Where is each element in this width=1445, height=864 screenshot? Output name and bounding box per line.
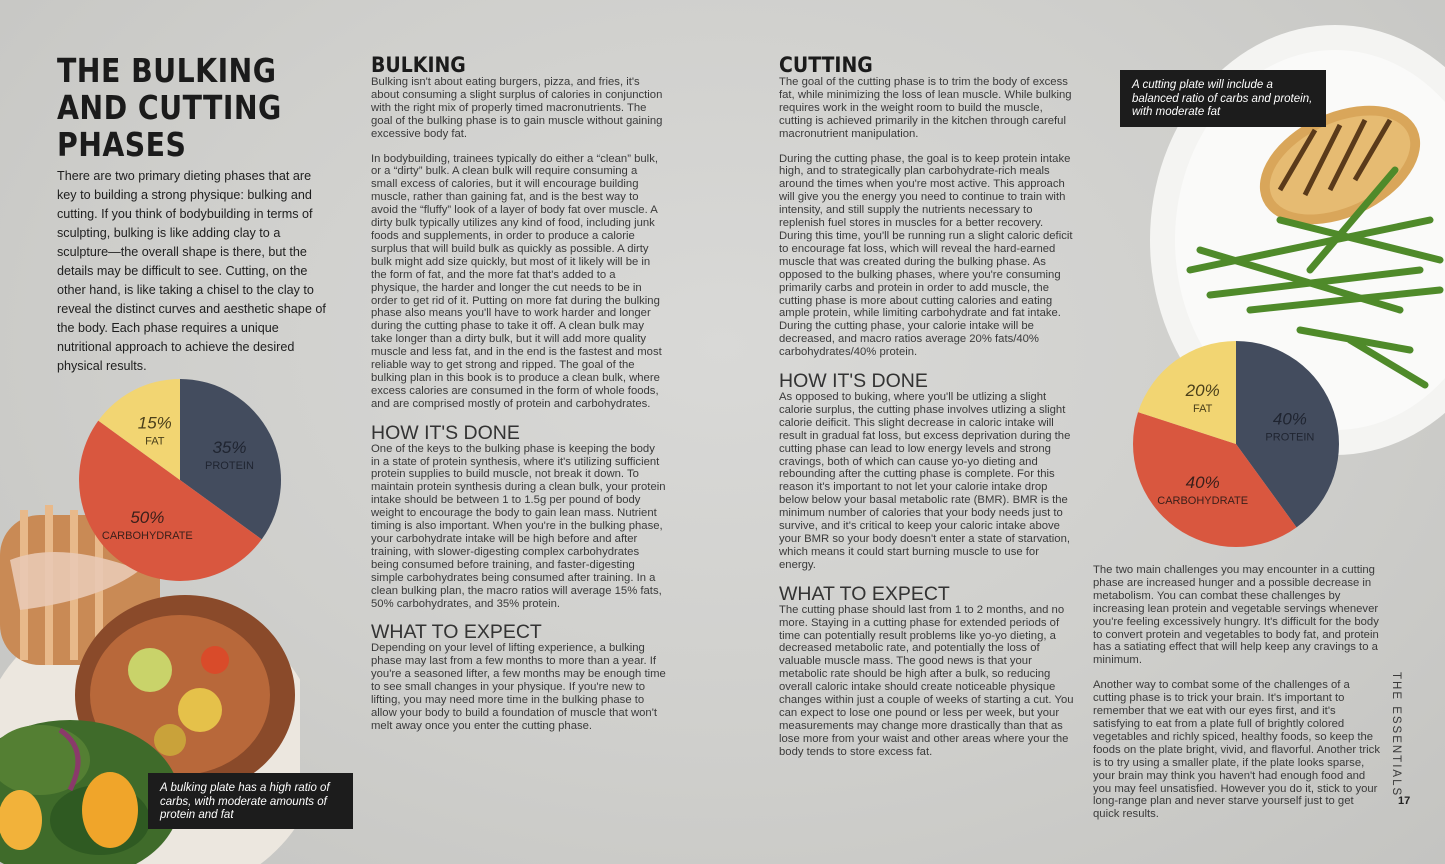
cutting-paragraph-1: The goal of the cutting phase is to trim the body of excess fat, while minimizing the loss of lean muscle. While bulking requires work in the weight room to build the muscle, cutting is achieved primarily in the kitchen through careful macronutrient manipulation. bbox=[779, 76, 1072, 140]
bulking-expect-heading: WHAT TO EXPECT bbox=[371, 621, 542, 644]
page-number: 17 bbox=[1398, 795, 1411, 807]
cutting-paragraph-2: During the cutting phase, the goal is to keep protein intake high, and to strategically plan carbohydrate-rich meals around the times when you're most active. This approach will give you the energy you need to continue to train with intensity, and still supply the nutrients necessary to replenish fuel stores in muscles for a better recovery. During this time, you'll be running run a slight caloric deficit to encourage fat loss, which will reveal the hard-earned muscle that was created during the bulking phase. As opposed to the bulking phases, where you're consuming primarily carbs and protein in order to add muscle, the cutting phase is more about cutting calories and eating ample protein, while limiting carbohydrate and fat intake. During the cutting phase, your calorie intake will be decreased, and macro ratios average 20% fats/40% carbohydrates/40% protein. bbox=[779, 152, 1073, 359]
pie-category-label-fat: FAT bbox=[145, 435, 165, 448]
pie-value-label-fat: 20% bbox=[1185, 381, 1220, 401]
pie-value-label-protein: 40% bbox=[1272, 409, 1307, 429]
bulking-heading: BULKING bbox=[371, 53, 466, 77]
cutting-how-text: As opposed to buking, where you'll be utlizing a slight calorie surplus, the cutting phase involves utlizing a slight calorie deificit. This slight decrease in caloric intake will result in gradual fat loss, but excess deprivation during the cutting phase can lead to low energy levels and strong cravings, both of which can cause yo-yo dieting and rebounding after the cutting phase is complete. For this reason it's important to not let your calorie intake drop below below your basal metabolic rate (BMR). BMR is the minimum number of calories that your body needs just to survive, and it's critical to keep your caloric intake above your BMR so your body doesn't enter a state of starvation, which means it could start burning muscle to use for energy. bbox=[779, 391, 1071, 571]
bulking-how-text: One of the keys to the bulking phase is keeping the body in a state of protein synthesis, where it's utilizing sufficient protein supplies to build muscle, not break it down. To maintain protein synthesis during a clean bulk, your protein intake should be between 1 to 1.5g per pound of body weight to encourage the body to gain lean mass. Nutrient timing is also important. When you're in the bulking phase, your carbohydrate intake will be high before and after training, with slower-digesting complex carbohydrates being consumed before training, and faster-digesting simple carbohydrates being consumed after training. In a clean bulking plan, the macro ratios will average 15% fats, 50% carbohydrates, and 35% protein. bbox=[371, 442, 666, 610]
cutting-how-heading: HOW IT'S DONE bbox=[779, 370, 928, 393]
bulking-paragraph-1: Bulking isn't about eating burgers, pizza, and fries, it's about consuming a slight surplus of calories in conjunction with the right mix of properly timed macronutrients. The goal of the bulking phase is to gain muscle without gaining excessive body fat. bbox=[371, 76, 663, 140]
cutting-expect-heading: WHAT TO EXPECT bbox=[779, 582, 950, 605]
pie-value-label-fat: 15% bbox=[137, 413, 172, 433]
bulking-paragraph-2: In bodybuilding, trainees typically do either a “clean” bulk, or a “dirty” bulk. A clean bulk will require consuming a small excess of calories, but it will encourage building muscle, rather than gaining fat, and is the best way to avoid the “fluffy” look of a layer of body fat over muscle. A dirty bulk typically utilizes any kind of food, including junk foods and supplements, in order to produce a calorie surplus that will build bulk as quickly as possible. A dirty bulk might add size quickly, but most of it likely will be in the form of fat, and the more fat that's added to a physique, the harder and longer the cut needs to be in order to get rid of it. Putting on more fat during the bulking phase also means you'll have to work harder and longer during the cutting phase to take it off. A clean bulk may take longer than a dirty bulk, but it will add more quality muscle and less fat, and in the end is the fastest and most reliable way to get strong and ripped. The goal of the bulking plan in this book is to produce a clean bulk, where excess calories are consumed in the form of whole foods, and are comprised mostly of protein and carbohydrates. bbox=[371, 152, 662, 410]
cutting-expect-text: The cutting phase should last from 1 to 2 months, and no more. Staying in a cutting phase for extended periods of time can potentially result problems like yo-yo dieting, a decreased metabolic rate, and potentially the loss of valuable muscle mass. The good news is that your metabolic rate should be high after a bulk, so reducing overall caloric intake should create noticeable physique changes within just a couple of weeks of starting a cut. You can expect to lose one pound or less per week, but your measurements may change more drastically than that as lose more from your waist and other areas where your the body tends to store excess fat. bbox=[779, 603, 1074, 758]
challenges-paragraph-2: Another way to combat some of the challenges of a cutting phase is to trick your brain. It's important to remember that we eat with our eyes first, and it's satisfying to eat from a plate full of brightly colored vegetables and richly spiced, healthy foods, so keep the foods on the plate bright, vivid, and flavorful. Another trick is to try using a smaller plate, if the plate looks sparse, your brain may think you haven't had enough food and you may feel unsatisfied. However you do it, stick to your long-range plan and never starve yourself just to get quick results. bbox=[1093, 679, 1380, 821]
bulking-how-heading: HOW IT'S DONE bbox=[371, 421, 520, 444]
cutting-heading: CUTTING bbox=[779, 53, 873, 77]
cutting-plate-caption: A cutting plate will include a balanced ratio of carbs and protein, with moderate fat bbox=[1120, 70, 1326, 127]
bulking-expect-text: Depending on your level of lifting experience, a bulking phase may last from a few months to more than a year. If you're a seasoned lifter, a few months may be enough time to see small changes in your physique. If you're new to lifting, you may need more time in the bulking phase to allow your body to build a foundation of muscle that won't melt away once you enter the cutting phase. bbox=[371, 642, 666, 732]
challenges-paragraph-1: The two main challenges you may encounter in a cutting phase are increased hunger and a possible decrease in metabolism. You can combat these challenges by increasing lean protein and vegetable servings whenever you're feeling excessively hungry. It's difficult for the body to convert protein and vegetables to body fat, and protein has a satiating effect that will help keep any cravings to a minimum. bbox=[1093, 564, 1379, 667]
bulking-column bbox=[371, 54, 666, 745]
bulking-plate-caption: A bulking plate has a high ratio of carbs, with moderate amounts of protein and fat bbox=[148, 773, 353, 829]
intro-paragraph: There are two primary dieting phases that are key to building a strong physique: bulking and cutting. If you think of bodybuilding in terms of sculpting, bulking is like adding clay to a sculpture—the overall shape is there, but the details may be difficult to see. Cutting, on the other hand, is like taking a chisel to the clay to reveal the distinct curves and aesthetic shape of the body. Each phase requires a unique nutritional approach to achieve the desired physical results. bbox=[57, 169, 326, 373]
bulking-macros-pie-chart bbox=[78, 378, 282, 582]
pie-value-label-carbohydrate: 40% bbox=[1185, 472, 1220, 492]
pie-category-label-carbohydrate: CARBOHYDRATE bbox=[1157, 494, 1249, 507]
pie-category-label-fat: FAT bbox=[1193, 403, 1213, 416]
pie-value-label-protein: 35% bbox=[212, 437, 247, 457]
challenges-column bbox=[1093, 564, 1383, 833]
section-side-label: THE ESSENTIALS bbox=[1390, 672, 1402, 798]
page-title: THE BULKING AND CUTTING PHASES bbox=[57, 51, 282, 164]
pie-category-label-protein: PROTEIN bbox=[1265, 431, 1315, 444]
pie-value-label-carbohydrate: 50% bbox=[130, 507, 165, 527]
cutting-macros-pie-chart bbox=[1132, 340, 1340, 548]
pie-category-label-carbohydrate: CARBOHYDRATE bbox=[101, 529, 193, 542]
cutting-column bbox=[779, 54, 1074, 771]
pie-category-label-protein: PROTEIN bbox=[205, 459, 254, 472]
